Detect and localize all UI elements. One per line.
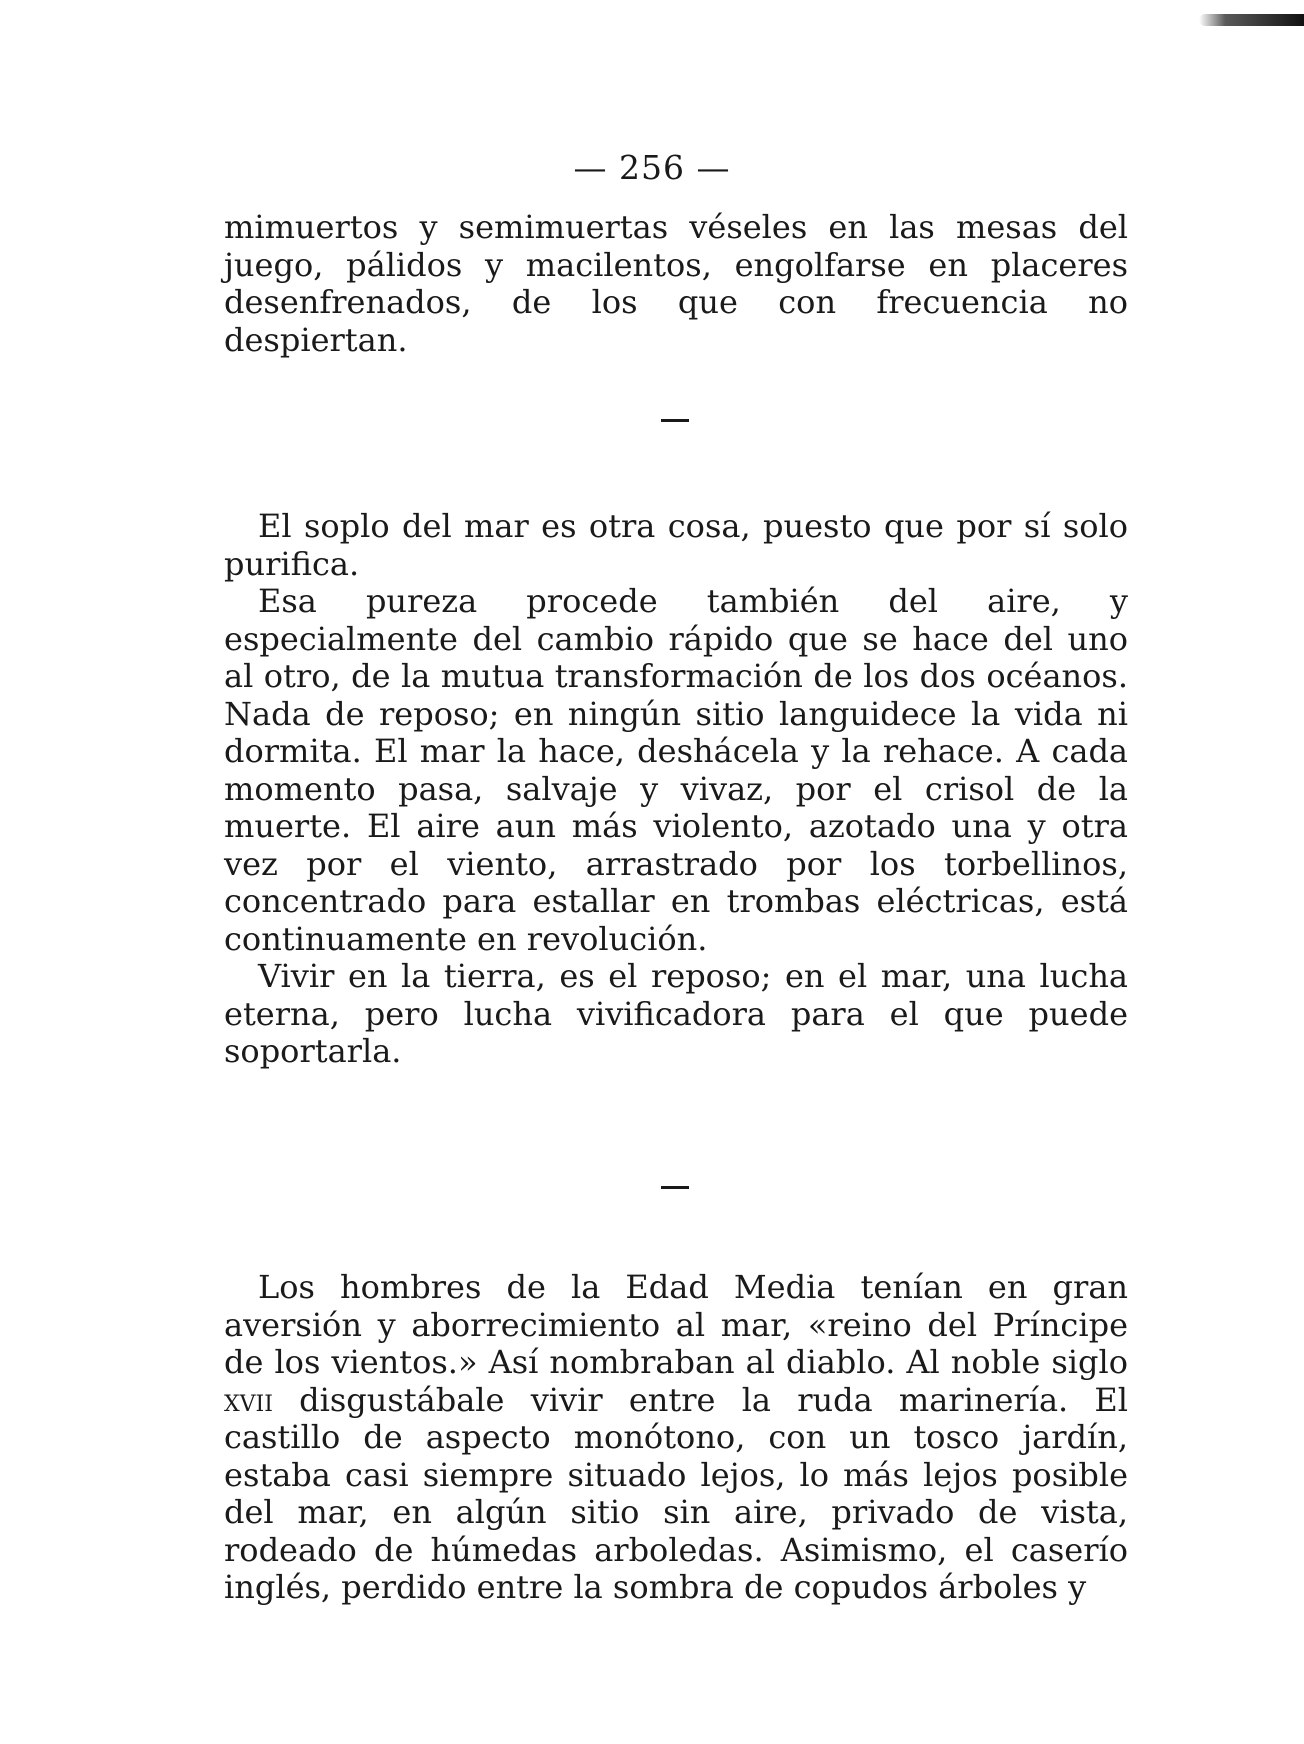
paragraph-text: disgustábale vivir entre la ruda marinería. El castillo de aspecto monótono, con un tosco jardín, estaba casi siempre situado lejos, lo más lejos posible del mar, en algún sitio sin aire, privado de vista, rodeado de húmedas arboledas. Asimismo, el caserío inglés, perdido entre la sombra de copudos árboles y	[224, 1380, 1128, 1606]
paragraph-text: Los hombres de la Edad Media tenían en gran aversión y aborrecimiento al mar, «reino del Príncipe de los vientos.» Así nombraban al diablo. Al noble siglo	[224, 1268, 1128, 1381]
paragraph: Esa pureza procede también del aire, y especialmente del cambio rápido que se hace del uno al otro, de la mutua transformación de los dos océanos. Nada de reposo; en ningún sitio languidece la vida ni dormita. El mar la hace, deshácela y la rehace. A cada momento pasa, salvaje y vivaz, por el crisol de la muerte. El aire aun más violento, azotado una y otra vez por el viento, arrastrado por los torbellinos, concentrado para estallar en trombas eléctricas, está continuamente en revolución.	[224, 582, 1128, 958]
section-divider	[661, 419, 689, 422]
scan-edge-mark	[1199, 14, 1304, 26]
text-section-2	[224, 508, 1128, 1071]
paragraph: Vivir en la tierra, es el reposo; en el mar, una lucha eterna, pero lucha vivificadora para el que puede soportarla.	[224, 957, 1128, 1070]
page-number: — 256 —	[573, 148, 731, 187]
text-section-3	[224, 1269, 1128, 1607]
section-divider	[661, 1186, 689, 1189]
text-section-1	[224, 209, 1128, 359]
paragraph	[224, 1269, 1128, 1607]
roman-numeral-century: xvii	[224, 1380, 273, 1419]
paragraph: mimuertos y semimuertas véseles en las mesas del juego, pálidos y macilentos, engolfarse en placeres desenfrenados, de los que con frecuencia no despiertan.	[224, 208, 1128, 359]
paragraph: El soplo del mar es otra cosa, puesto que por sí solo purifica.	[224, 507, 1128, 583]
